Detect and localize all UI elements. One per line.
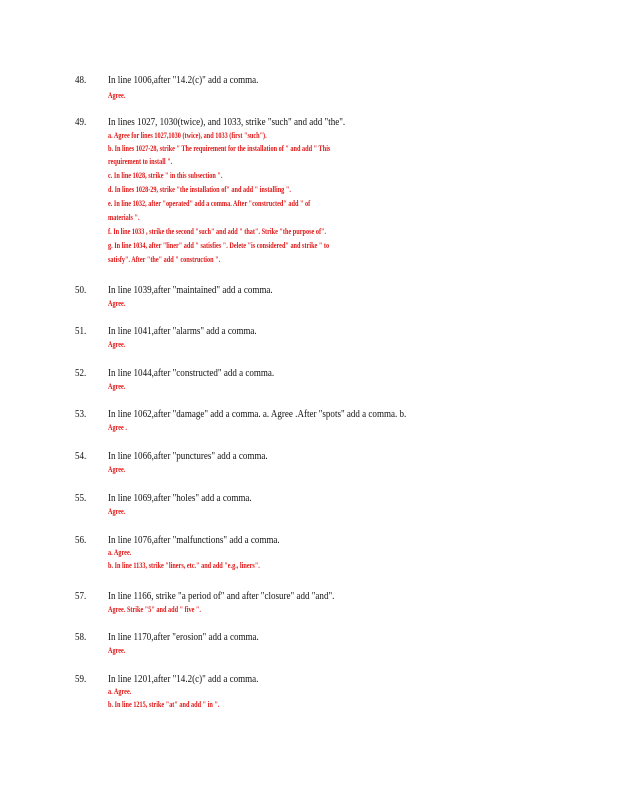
response-line: Agree. <box>108 465 126 474</box>
item-number: 56. <box>75 534 87 546</box>
comment-text: In line 1166, strike "a period of" and after "closure" add "and". <box>108 590 335 602</box>
response-line: f. In line 1033 , strike the second "such" and add " that". Strike "the purpose of". <box>108 227 327 236</box>
response-line: d. In lines 1028-29, strike "the installation of" and add " installing ". <box>108 185 291 194</box>
response-line: e. In line 1032, after "operated" add a comma. After "constructed" add " of <box>108 199 311 208</box>
item-number: 54. <box>75 450 87 462</box>
item-number: 50. <box>75 284 87 296</box>
comment-text: In line 1062,after "damage" add a comma. a. Agree .After "spots" add a comma. b. <box>108 408 407 420</box>
response-line: a. Agree. <box>108 548 132 557</box>
response-line: Agree. <box>108 646 126 655</box>
item-number: 48. <box>75 74 87 86</box>
comment-text: In lines 1027, 1030(twice), and 1033, strike "such" and add "the". <box>108 116 346 128</box>
comment-text: In line 1066,after "punctures" add a comma. <box>108 450 268 462</box>
response-line: b. In line 1133, strike "liners, etc." and add "e.g., liners". <box>108 561 260 570</box>
response-line: requirement to install ". <box>108 157 173 166</box>
response-line: Agree . <box>108 423 127 432</box>
item-number: 53. <box>75 408 87 420</box>
comment-text: In line 1044,after "constructed" add a comma. <box>108 367 275 379</box>
response-line: Agree. Strike "5" and add " five ". <box>108 605 201 614</box>
response-line: b. In line 1215, strike "at" and add " in ". <box>108 700 220 709</box>
response-line: materials ". <box>108 213 140 222</box>
response-line: Agree. <box>108 340 126 349</box>
response-line: a. Agree for lines 1027,1030 (twice), and 1033 (first "such"). <box>108 131 267 140</box>
response-line: Agree. <box>108 382 126 391</box>
response-line: Agree. <box>108 507 126 516</box>
comment-text: In line 1201,after "14.2(c)" add a comma. <box>108 673 259 685</box>
response-line: Agree. <box>108 91 126 100</box>
item-number: 59. <box>75 673 87 685</box>
comment-text: In line 1039,after "maintained" add a comma. <box>108 284 273 296</box>
comment-text: In line 1069,after "holes" add a comma. <box>108 492 252 504</box>
response-line: b. In lines 1027-28, strike " The requirement for the installation of " and add " This <box>108 144 331 153</box>
item-number: 51. <box>75 325 87 337</box>
comment-text: In line 1076,after "malfunctions" add a comma. <box>108 534 280 546</box>
item-number: 52. <box>75 367 87 379</box>
response-line: c. In line 1028, strike " in this subsection ". <box>108 171 223 180</box>
item-number: 55. <box>75 492 87 504</box>
item-number: 49. <box>75 116 87 128</box>
response-line: satisfy". After "the" add " construction ". <box>108 255 221 264</box>
item-number: 57. <box>75 590 87 602</box>
comment-text: In line 1041,after "alarms" add a comma. <box>108 325 257 337</box>
item-number: 58. <box>75 631 87 643</box>
comment-text: In line 1170,after "erosion" add a comma. <box>108 631 259 643</box>
comment-text: In line 1006,after "14.2(c)" add a comma. <box>108 74 259 86</box>
response-line: g. In line 1034, after "liner" add " satisfies ". Delete "is considered" and strike " to <box>108 241 330 250</box>
response-line: Agree. <box>108 299 126 308</box>
response-line: a. Agree. <box>108 687 132 696</box>
